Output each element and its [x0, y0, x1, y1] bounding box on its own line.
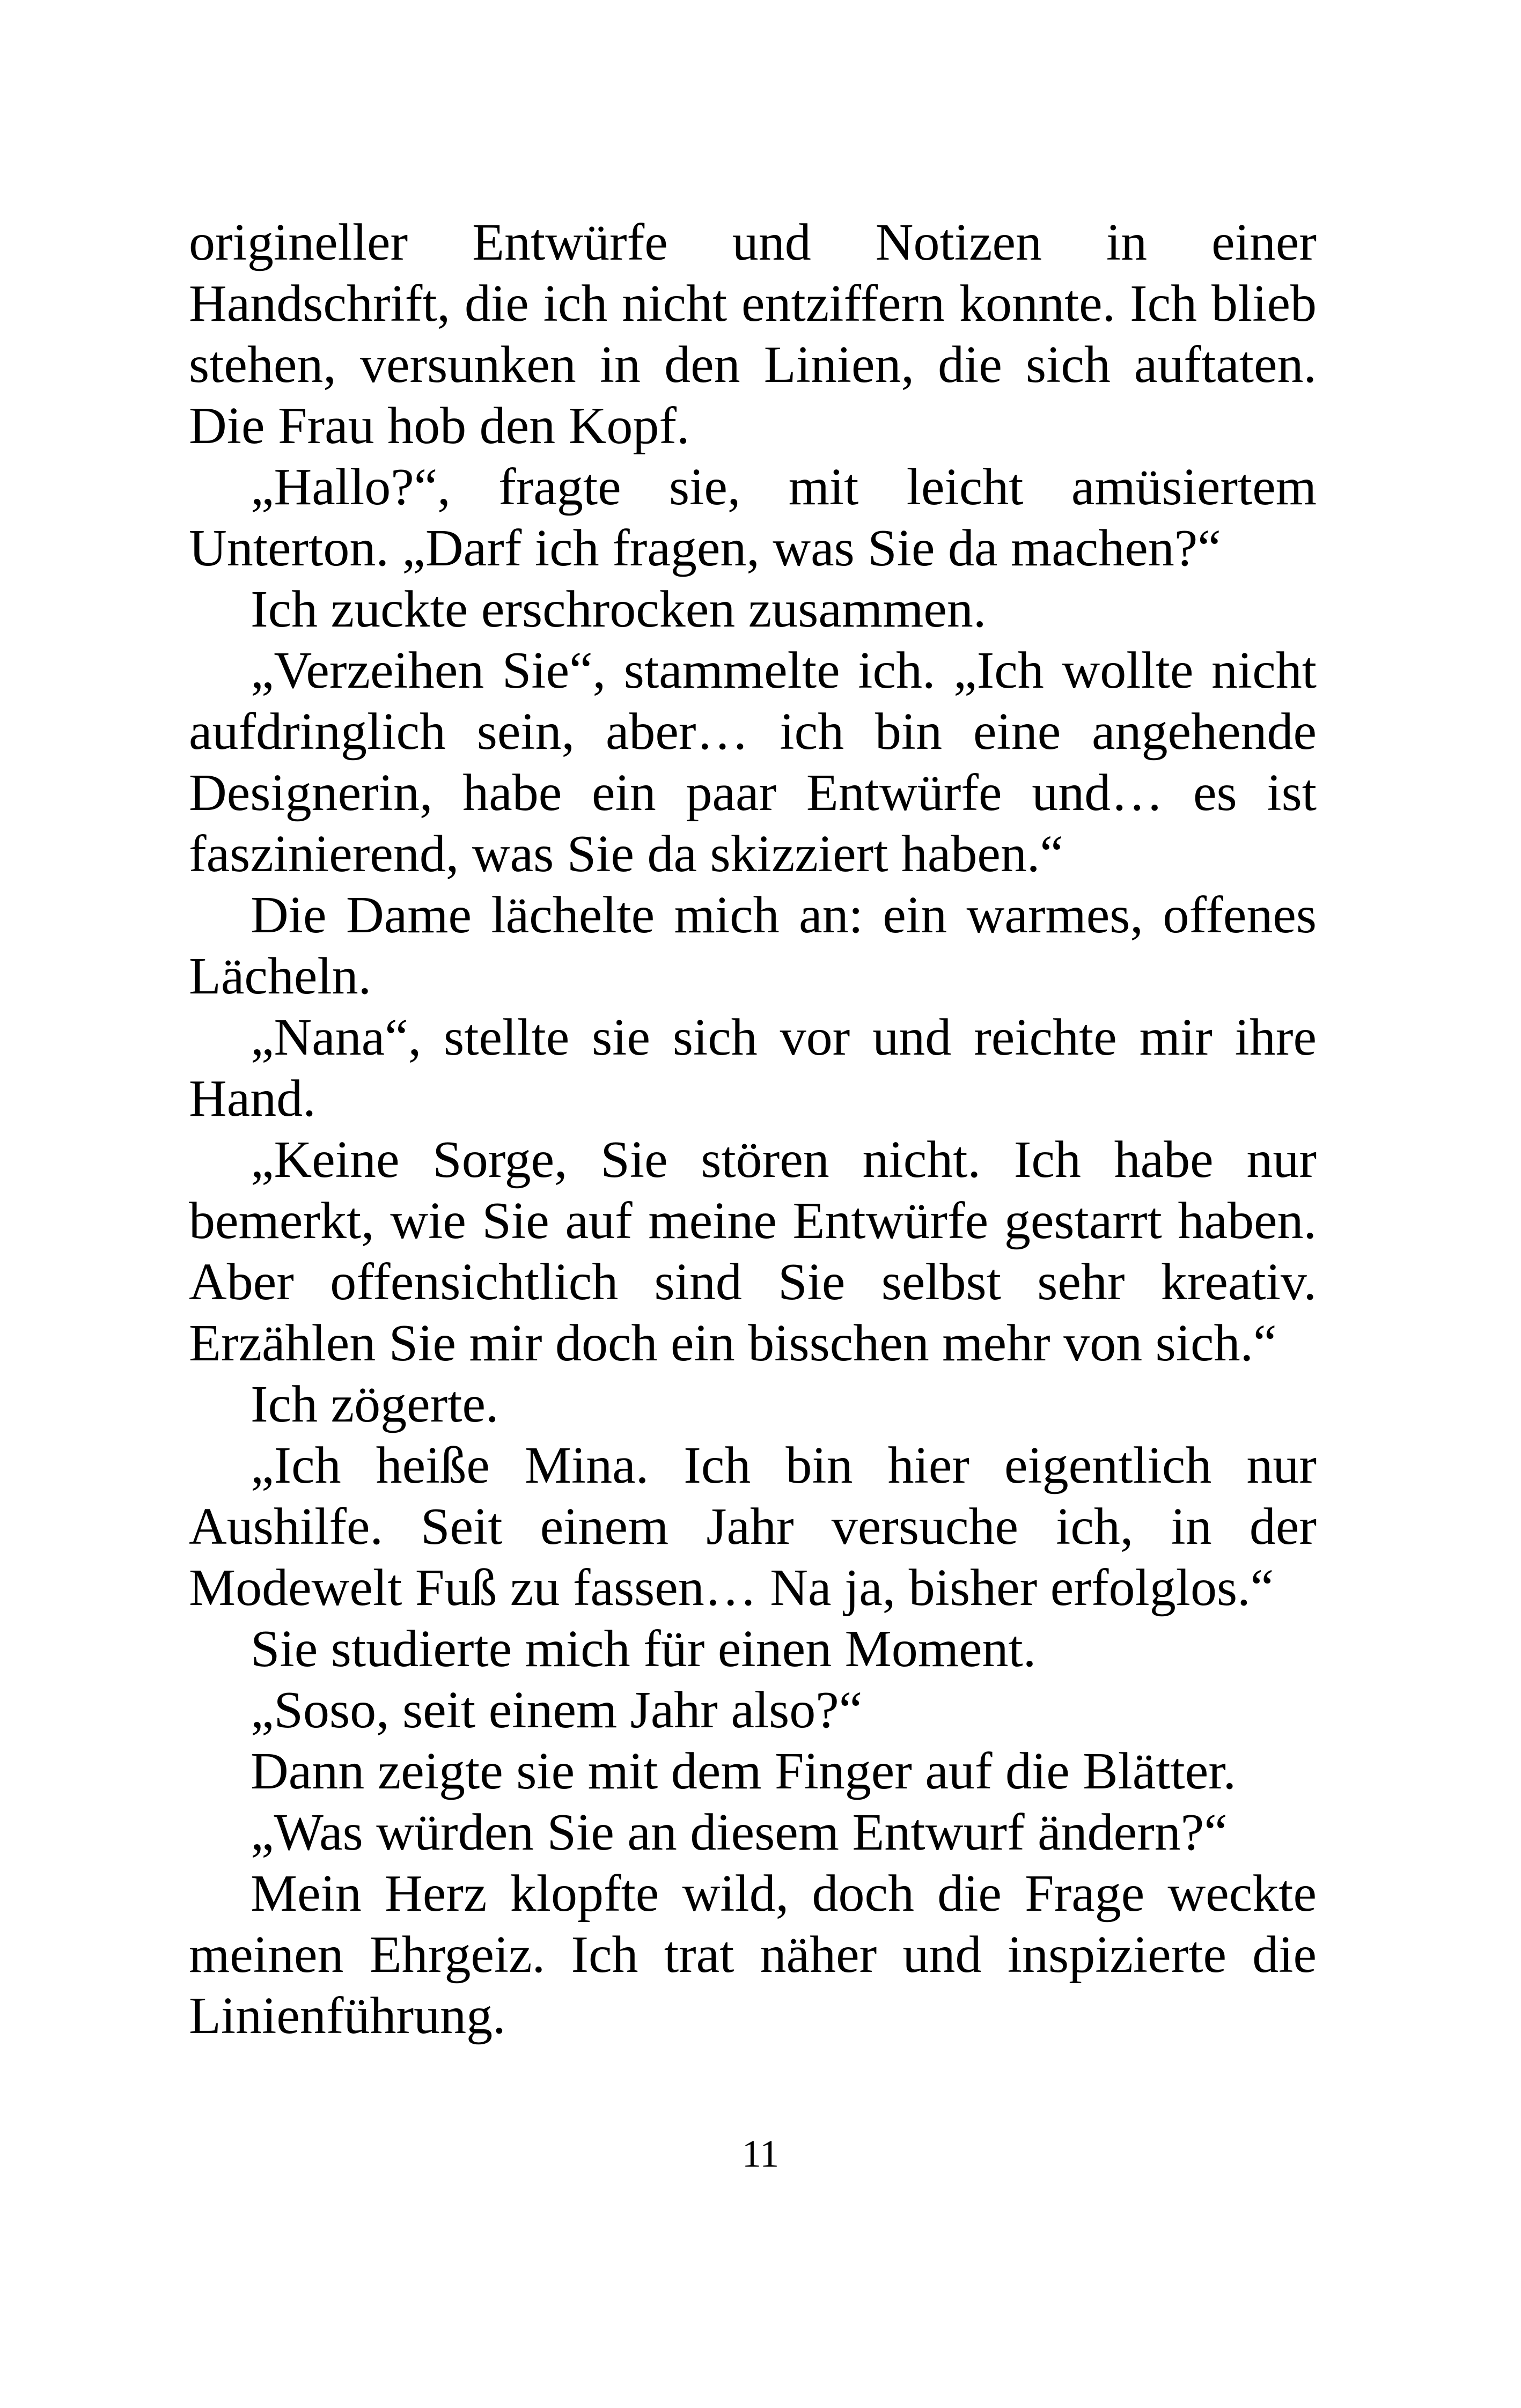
paragraph: „Soso, seit einem Jahr also?“	[251, 1681, 863, 1739]
paragraph: origineller Entwürfe und Notizen in einer Handschrift, die ich nicht entziffern konnte. Ich blieb stehen, versunken in den Linien, die sich auftaten. Die Frau hob den Kopf.	[189, 213, 1317, 455]
paragraph: Mein Herz klopfte wild, doch die Frage weckte meinen Ehrgeiz. Ich trat näher und inspizierte die Linienführung.	[189, 1865, 1317, 2045]
paragraph: „Ich heiße Mina. Ich bin hier eigentlich nur Aushilfe. Seit einem Jahr versuche ich, in der Modewelt Fuß zu fassen… Na ja, bisher erfolglos.“	[189, 1437, 1317, 1617]
paragraph: „Verzeihen Sie“, stammelte ich. „Ich wollte nicht aufdringlich sein, aber… ich bin eine angehende Designerin, habe ein paar Entwürfe und… es ist faszinierend, was Sie da skizziert haben.“	[189, 642, 1317, 883]
paragraph: Ich zuckte erschrocken zusammen.	[251, 580, 987, 638]
paragraph: Ich zögerte.	[251, 1375, 499, 1433]
paragraph: Sie studierte mich für einen Moment.	[251, 1620, 1037, 1678]
body-text	[189, 212, 1317, 2046]
paragraph: Die Dame lächelte mich an: ein warmes, offenes Lächeln.	[189, 886, 1317, 1005]
paragraph: „Hallo?“, fragte sie, mit leicht amüsiertem Unterton. „Darf ich fragen, was Sie da machen?“	[189, 458, 1317, 577]
paragraph: „Keine Sorge, Sie stören nicht. Ich habe nur bemerkt, wie Sie auf meine Entwürfe gestarrt haben. Aber offensichtlich sind Sie selbst sehr kreativ. Erzählen Sie mir doch ein bisschen mehr von sich.“	[189, 1131, 1317, 1372]
paragraph: „Was würden Sie an diesem Entwurf ändern?“	[251, 1803, 1228, 1861]
page-number: 11	[741, 2132, 780, 2175]
paragraph: „Nana“, stellte sie sich vor und reichte mir ihre Hand.	[189, 1008, 1317, 1128]
paragraph: Dann zeigte sie mit dem Finger auf die Blätter.	[251, 1742, 1236, 1800]
